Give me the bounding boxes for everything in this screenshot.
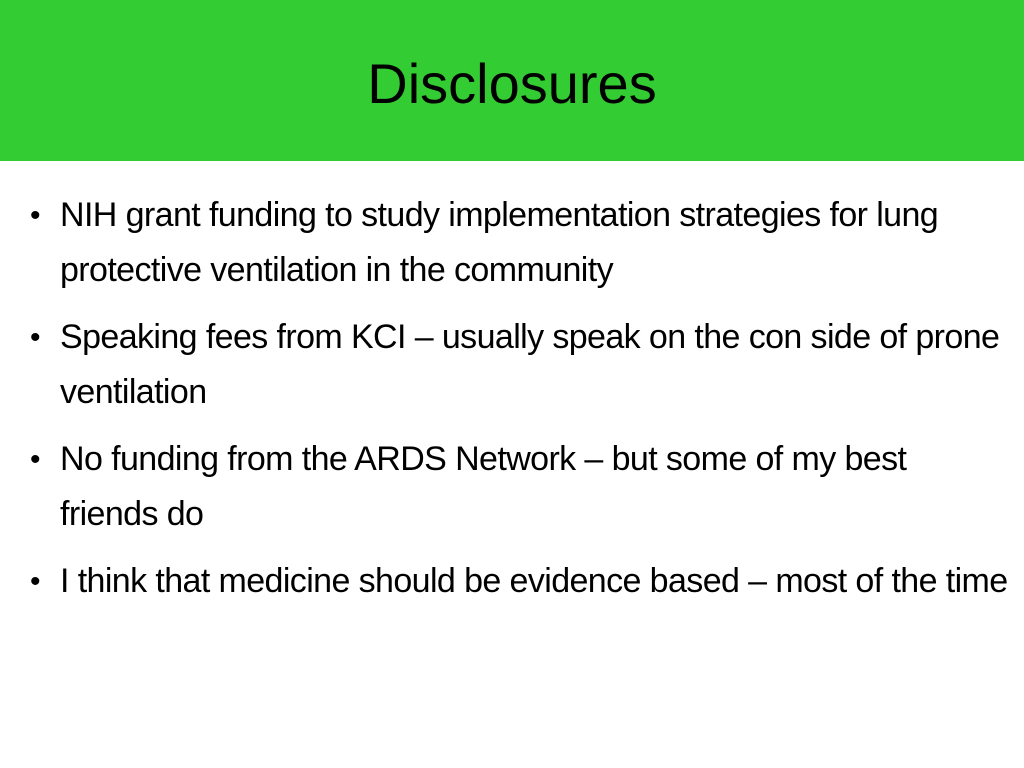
- bullet-item: [30, 554, 1010, 609]
- bullet-text: No funding from the ARDS Network – but some of my best friends do: [60, 440, 907, 533]
- slide-title: Disclosures: [367, 52, 657, 115]
- bullet-item: [30, 310, 1010, 420]
- bullet-dot-icon: •: [30, 565, 40, 598]
- bullet-text: NIH grant funding to study implementation strategies for lung protective ventilation in the community: [60, 196, 939, 289]
- bullet-text: Speaking fees from KCI – usually speak on the con side of prone ventilation: [60, 318, 1000, 411]
- bullet-dot-icon: •: [30, 443, 40, 476]
- bullet-dot-icon: •: [30, 321, 40, 354]
- bullet-item: [30, 432, 1010, 542]
- bullet-text: I think that medicine should be evidence based – most of the time: [60, 562, 1008, 600]
- bullet-item: [30, 188, 1010, 298]
- bullet-list: [30, 188, 1010, 621]
- bullet-dot-icon: •: [30, 199, 40, 232]
